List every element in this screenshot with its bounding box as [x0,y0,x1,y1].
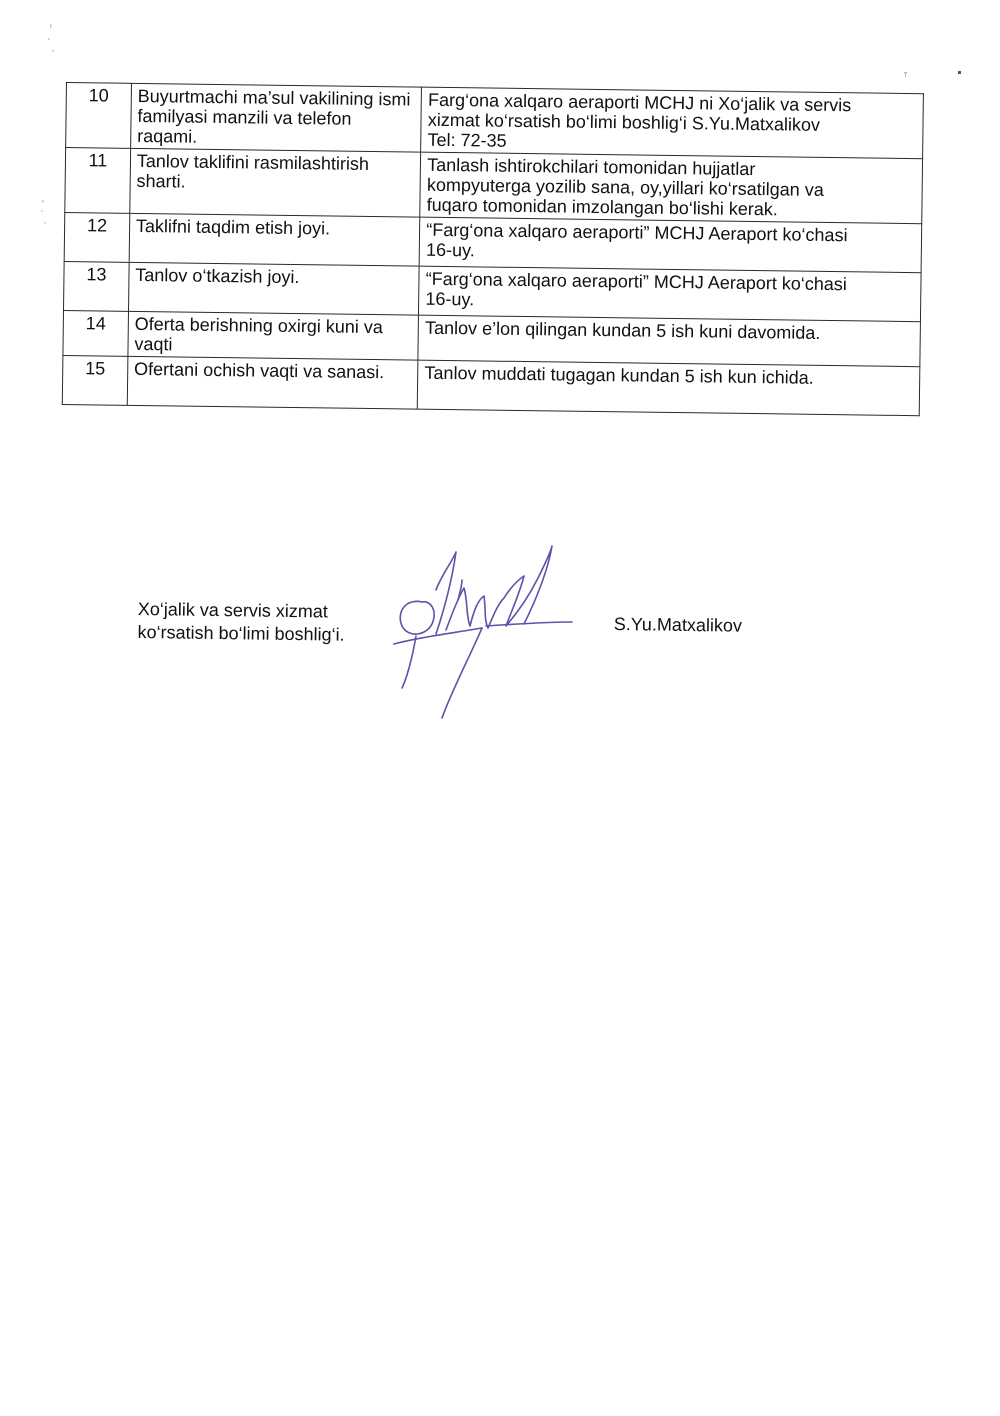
signatory-title-line: ko‘rsatish bo‘limi boshlig‘i. [137,621,345,645]
row-number: 10 [66,83,132,149]
row-number: 14 [63,310,128,356]
row-value-line: fuqaro tomonidan imzolangan bo‘lishi kerak. [426,194,779,220]
scan-artifact [36,196,50,230]
row-parameter: Taklifni taqdim etish joyi. [129,213,420,266]
tender-info-table [62,82,924,416]
row-value [418,360,920,416]
signatory-title [137,598,345,647]
row-value [418,315,920,367]
row-value-line: Tanlov muddati tugagan kundan 5 ish kun ichida. [424,362,814,388]
row-value-line: kompyuterga yozilib sana, oy,yillari ko‘rsatilgan va [426,174,824,200]
row-number: 13 [64,261,130,311]
row-value-line: 16-uy. [425,288,475,310]
row-value [419,266,921,322]
row-parameter: Ofertani ochish vaqti va sanasi. [127,356,418,409]
scan-artifact [900,66,970,82]
row-value-line: xizmat ko‘rsatish bo‘limi boshlig‘i S.Yu.Matxalikov [427,109,821,135]
row-value-line: “Farg‘ona xalqaro aeraporti” MCHJ Aeraport ko‘chasi [426,219,848,246]
row-value-line: Farg‘ona xalqaro aeraporti MCHJ ni Xo‘jalik va servis [427,89,852,116]
row-parameter: Buyurtmachi ma’sul vakilining ismi familyasi manzili va telefon raqami. [131,83,422,152]
row-value-line: “Farg‘ona xalqaro aeraporti” MCHJ Aeraport ko‘chasi [425,268,848,295]
table-row [66,83,924,159]
scan-artifact [44,20,58,60]
row-value [421,87,924,159]
row-value-line: 16-uy. [425,239,475,261]
table-row [62,355,920,415]
row-value [419,217,921,273]
row-value [420,152,923,224]
row-parameter: Tanlov taklifini rasmilashtirish sharti. [130,148,421,217]
row-parameter: Tanlov o‘tkazish joyi. [128,262,419,315]
row-value-line: Tanlov e’lon qilingan kundan 5 ish kuni davomida. [424,317,821,343]
row-number: 11 [65,148,131,214]
row-value-line: Tanlash ishtirokchilari tomonidan hujjatlar [427,154,756,180]
row-number: 12 [64,212,130,262]
row-number: 15 [62,355,128,405]
table-row [65,148,923,224]
signatory-name: S.Yu.Matxalikov [613,614,743,636]
row-value-line: Tel: 72-35 [427,129,507,151]
handwritten-signature [386,540,576,725]
row-parameter: Oferta berishning oxirgi kuni va vaqti [128,311,419,360]
signatory-title-line: Xo‘jalik va servis xizmat [137,598,329,622]
